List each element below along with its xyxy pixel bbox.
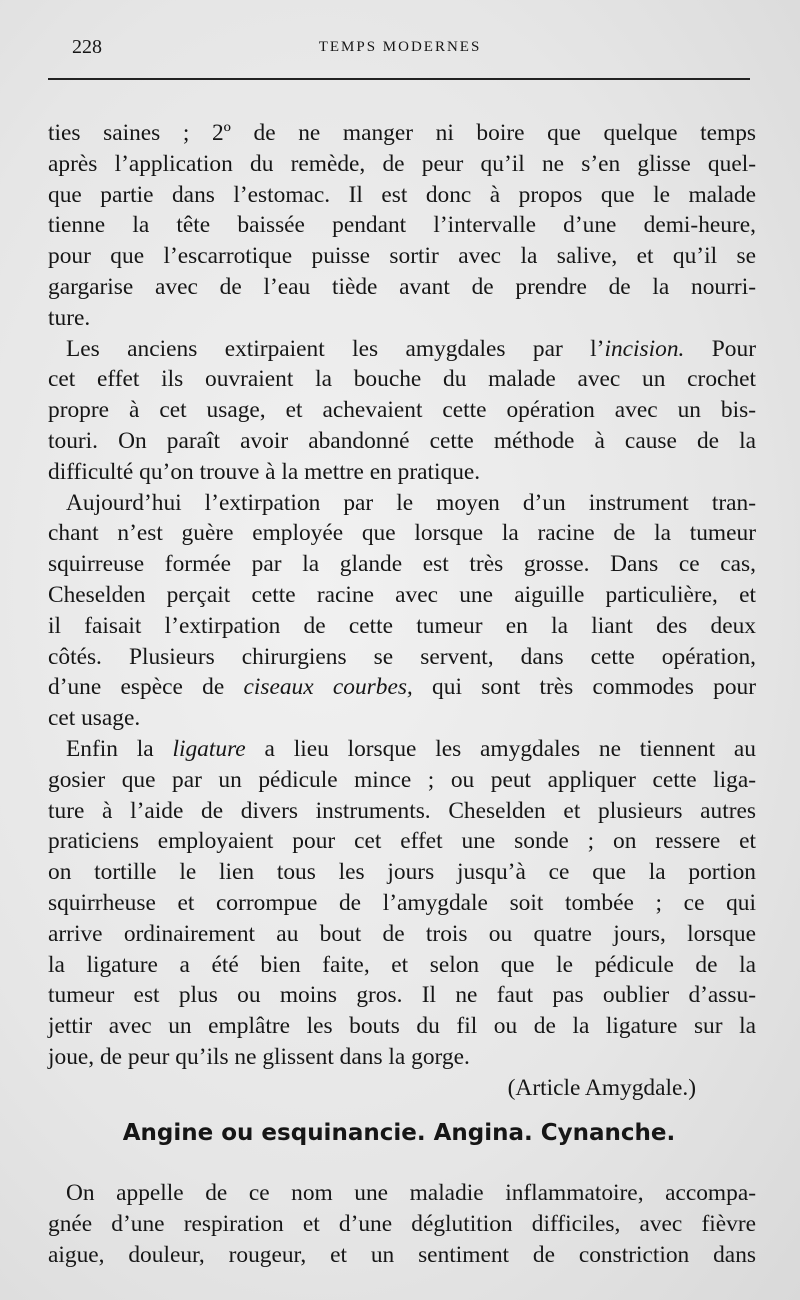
text-line: difficulté qu’on trouve à la mettre en pratique. bbox=[48, 458, 481, 485]
running-title: TEMPS MODERNES bbox=[318, 39, 482, 55]
text-run: qui sont très commodes pour bbox=[412, 674, 756, 701]
text-run: Pour bbox=[684, 335, 756, 362]
page-number: 228 bbox=[72, 36, 102, 58]
text-line: jettir avec un emplâtre les bouts du fil ou de la ligature sur la bbox=[48, 1013, 756, 1040]
text-line: tienne la tête baissée pendant l’intervalle d’une demi-heure, bbox=[48, 212, 756, 239]
text-line: Aujourd’hui l’extirpation par le moyen d’un instrument tran- bbox=[66, 489, 756, 516]
article-signature: (Article Amygdale.) bbox=[507, 1074, 696, 1101]
text-line: ture à l’aide de divers instruments. Cheselden et plusieurs autres bbox=[48, 797, 756, 824]
text-line: joue, de peur qu’ils ne glissent dans la gorge. bbox=[48, 1043, 470, 1070]
text-line: tumeur est plus ou moins gros. Il ne faut pas oublier d’assu- bbox=[48, 982, 756, 1009]
text-line: Cheselden perçait cette racine avec une aiguille particulière, et bbox=[48, 581, 756, 608]
text-line: praticiens employaient pour cet effet une sonde ; on ressere et bbox=[48, 828, 756, 855]
text-line: On appelle de ce nom une maladie inflammatoire, accompa- bbox=[66, 1180, 756, 1206]
paragraph-2 bbox=[48, 334, 756, 488]
text-line: côtés. Plusieurs chirurgiens se servent, dans cette opération, bbox=[48, 643, 756, 670]
text-line: il faisait l’extirpation de cette tumeur en la liant des deux bbox=[48, 612, 756, 639]
paragraph-4 bbox=[48, 734, 756, 1073]
italic-term-ciseaux: ciseaux courbes, bbox=[243, 674, 413, 701]
text-line: squirrheuse et corrompue de l’amygdale soit tombée ; ce qui bbox=[48, 889, 756, 916]
text-line: touri. On paraît avoir abandonné cette méthode à cause de la bbox=[48, 427, 756, 454]
italic-term-incision: incision. bbox=[604, 335, 685, 362]
text-line bbox=[48, 734, 756, 765]
paragraph-3 bbox=[48, 488, 756, 734]
text-line: la ligature a été bien faite, et selon que le pédicule de la bbox=[48, 951, 756, 978]
text-run: a lieu lorsque les amygdales ne tiennent au bbox=[245, 735, 757, 762]
text-line: gnée d’une respiration et d’une déglutition difficiles, avec fièvre bbox=[48, 1210, 756, 1237]
text-run: Les anciens extirpaient les amygdales par l’ bbox=[66, 335, 605, 362]
italic-term-ligature: ligature bbox=[172, 735, 246, 762]
text-line: ties saines ; 2º de ne manger ni boire que quelque temps bbox=[48, 120, 756, 146]
text-run: d’une espèce de bbox=[48, 674, 244, 701]
page-header bbox=[48, 34, 752, 60]
text-line: gargarise avec de l’eau tiède avant de prendre de la nourri- bbox=[48, 273, 756, 300]
text-line: squirreuse formée par la glande est très grosse. Dans ce cas, bbox=[48, 551, 756, 578]
text-line: arrive ordinairement au bout de trois ou quatre jours, lorsque bbox=[48, 920, 756, 947]
text-line: cet usage. bbox=[48, 705, 141, 732]
paragraph-1 bbox=[48, 118, 756, 334]
body-text bbox=[48, 118, 756, 1104]
text-line: aigue, douleur, rougeur, et un sentiment de constriction dans bbox=[48, 1241, 756, 1268]
header-rule bbox=[48, 78, 750, 80]
text-line: chant n’est guère employée que lorsque la racine de la tumeur bbox=[48, 520, 756, 547]
text-line: propre à cet usage, et achevaient cette opération avec un bis- bbox=[48, 397, 756, 424]
text-line: pour que l’escarrotique puisse sortir avec la salive, et qu’il se bbox=[48, 243, 756, 270]
text-line: que partie dans l’estomac. Il est donc à propos que le malade bbox=[48, 181, 756, 208]
text-line: gosier que par un pédicule mince ; ou peut appliquer cette liga- bbox=[48, 766, 756, 793]
text-line: cet effet ils ouvraient la bouche du malade avec un crochet bbox=[48, 366, 756, 393]
section-heading: Angine ou esquinancie. Angina. Cynanche. bbox=[122, 1120, 676, 1146]
text-line: on tortille le lien tous les jours jusqu’à ce que la portion bbox=[48, 859, 756, 886]
section-text bbox=[48, 1178, 756, 1270]
text-line bbox=[48, 672, 756, 703]
text-line: après l’application du remède, de peur qu’il ne s’en glisse quel- bbox=[48, 150, 756, 177]
text-line: ture. bbox=[48, 304, 91, 331]
text-run: Enfin la bbox=[66, 735, 173, 762]
text-line bbox=[48, 334, 756, 365]
